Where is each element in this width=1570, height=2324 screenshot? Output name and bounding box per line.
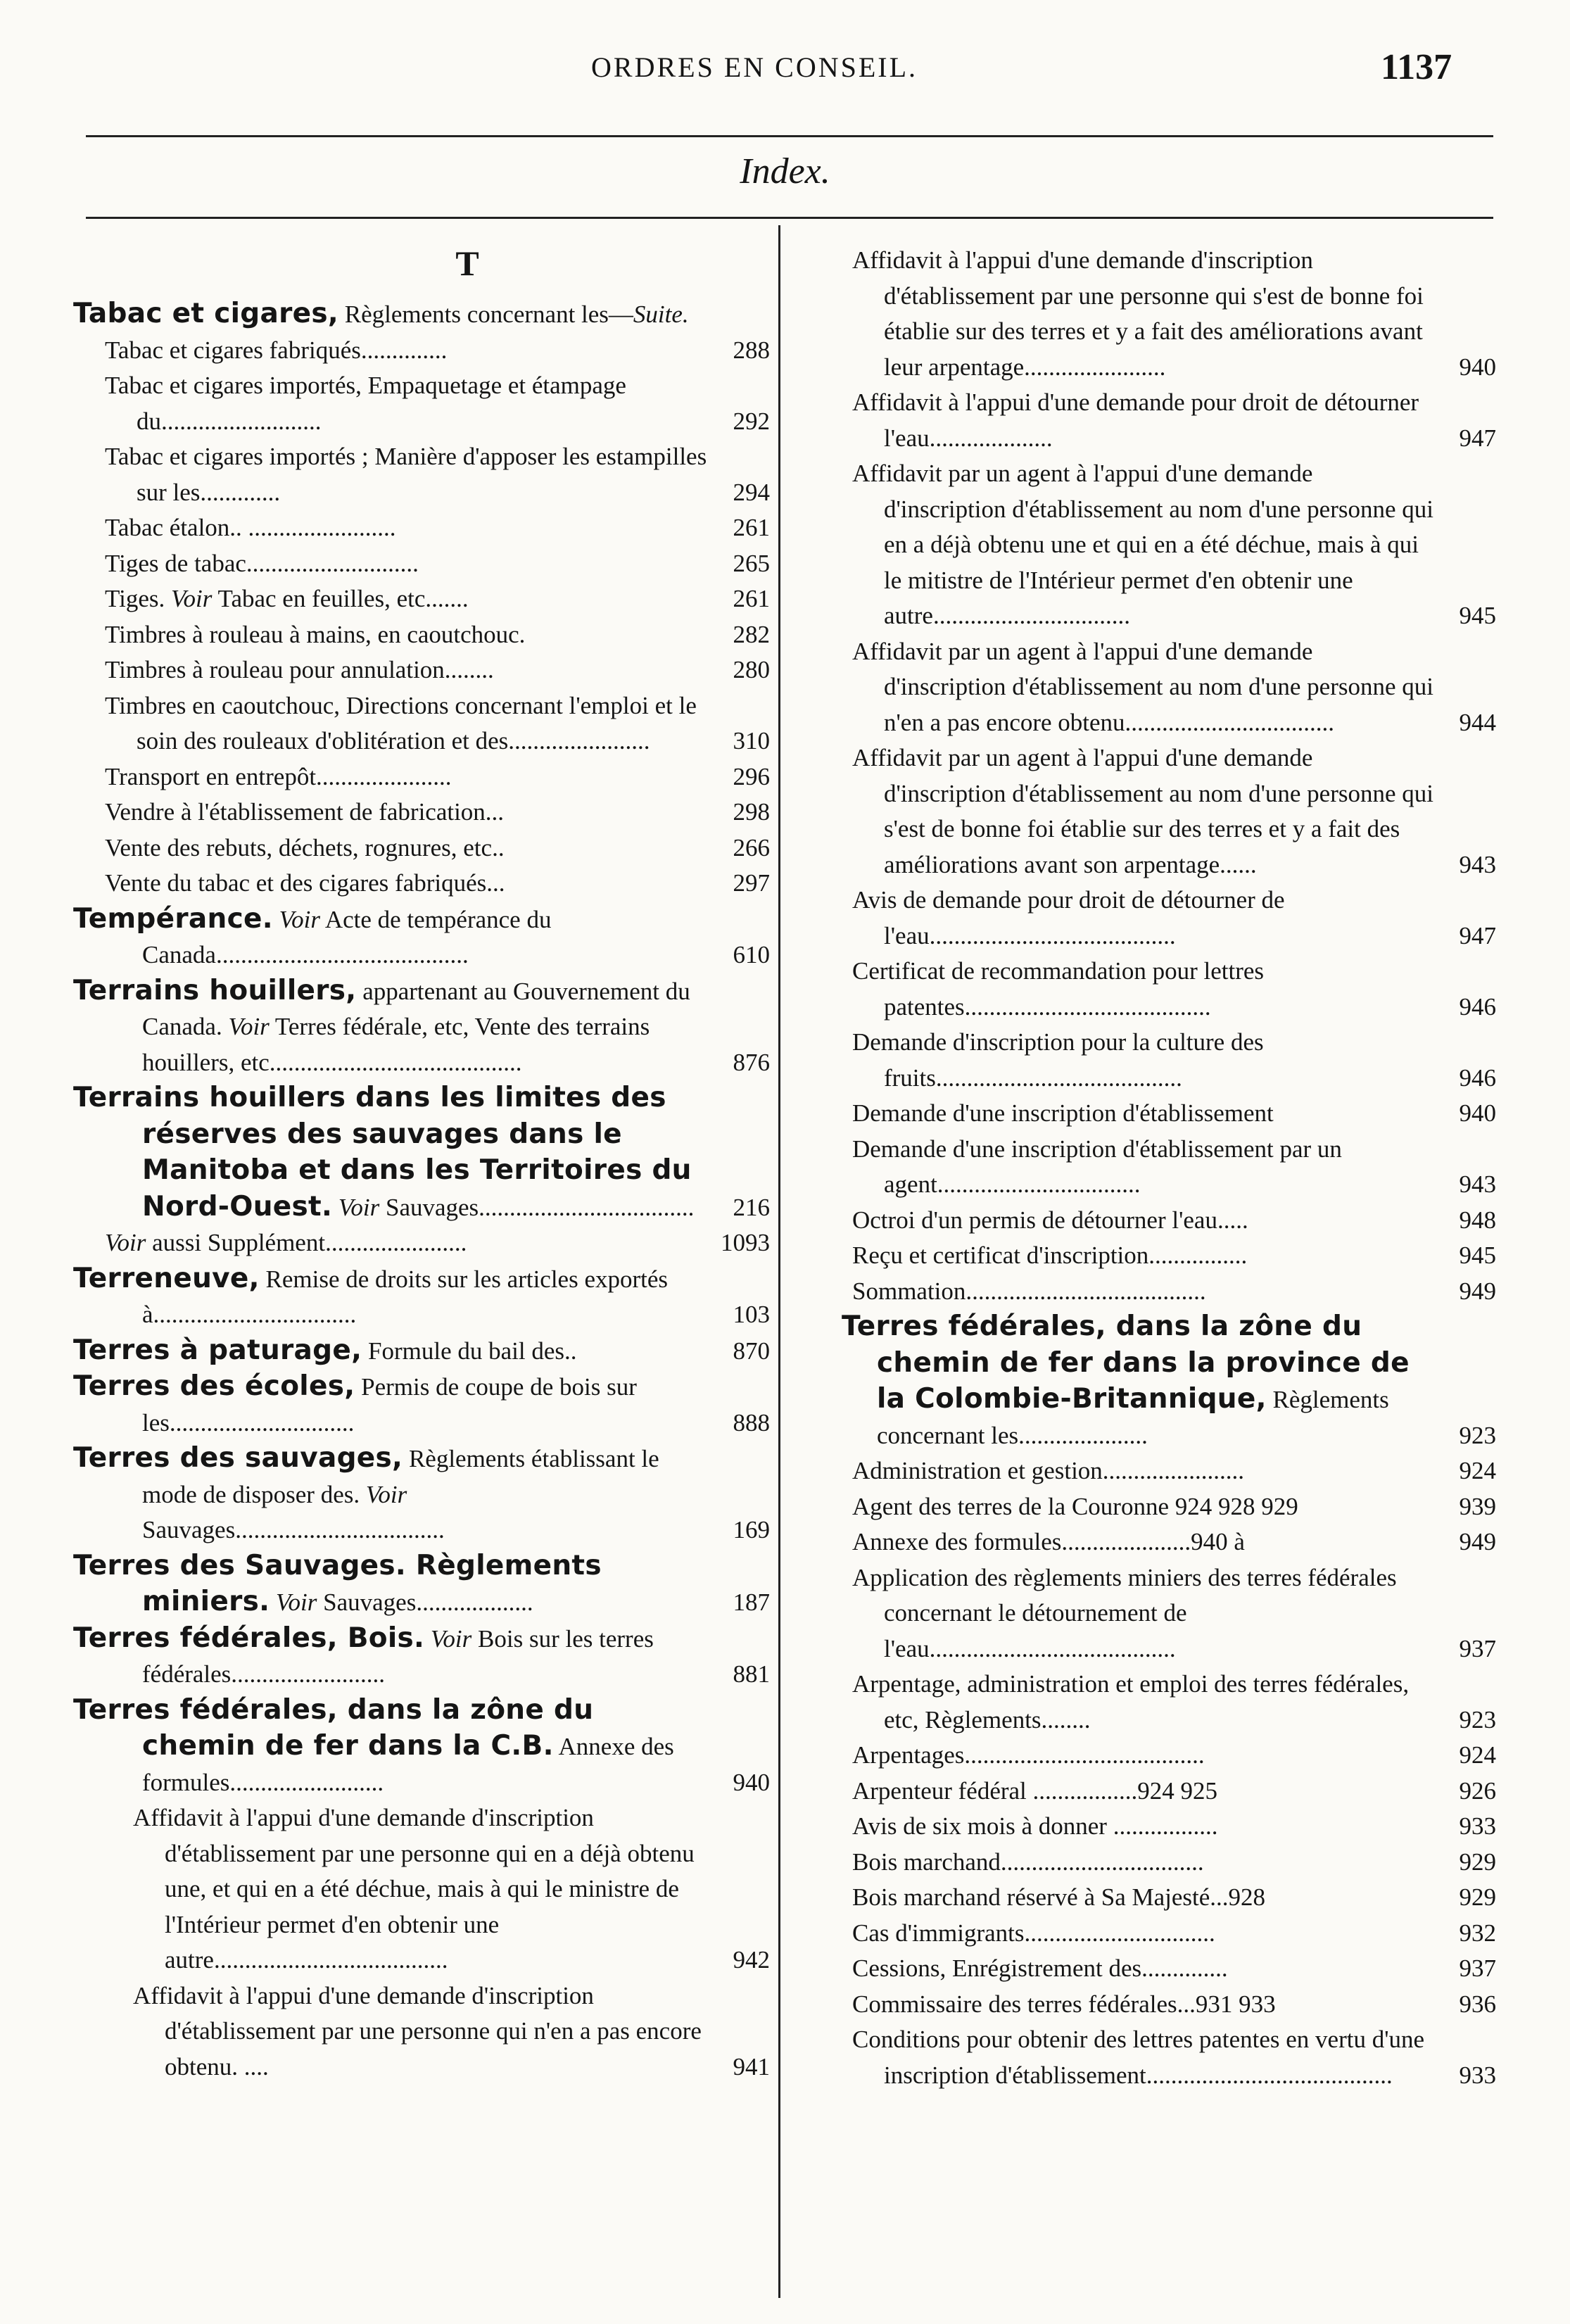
page-ref: 924 <box>1459 1741 1496 1769</box>
page-ref: 937 <box>1459 1634 1496 1662</box>
entry-headword: Terres des sauvages, <box>73 1442 403 1474</box>
page-ref: 923 <box>1459 1705 1496 1733</box>
index-heading-entry <box>73 1441 770 1548</box>
index-entry <box>842 385 1496 456</box>
page-ref: 933 <box>1459 2061 1496 2089</box>
page-ref: 261 <box>733 585 770 612</box>
entry-text: Avis de six mois à donner ................. <box>852 1812 1218 1840</box>
entry-headword: Terrains houillers dans les limites des réserves des sauvages dans le Manitoba et dans les Territoires du Nord-Ouest. <box>73 1082 692 1223</box>
page-ref: 282 <box>733 620 770 648</box>
page-ref: 945 <box>1459 1242 1496 1269</box>
entry-italic: Voir <box>171 585 213 612</box>
entry-headword: Tabac et cigares, <box>73 298 339 329</box>
index-entry <box>842 1274 1496 1310</box>
page-ref: 876 <box>733 1048 770 1076</box>
entry-text: Affidavit par un agent à l'appui d'une demande d'inscription d'établissement au nom d'une personne qui en a déjà obtenu une et qui en a été déchue, mais à qui le mitistre de l'Intérieur permet d'en obtenir une autre................................ <box>852 460 1433 629</box>
entry-text: Affidavit à l'appui d'une demande pour droit de détourner l'eau.................... <box>852 389 1419 452</box>
page-ref: 929 <box>1459 1848 1496 1876</box>
index-heading-entry <box>73 1693 770 1801</box>
page-ref: 888 <box>733 1408 770 1436</box>
entry-text: Sommation....................................... <box>852 1277 1206 1305</box>
entry-text: Arpentage, administration et emploi des terres fédérales, etc, Règlements........ <box>852 1670 1410 1733</box>
page-ref: 288 <box>733 336 770 364</box>
page-ref: 881 <box>733 1660 770 1688</box>
index-entry <box>73 866 770 902</box>
entry-text: Arpenteur fédéral .................924 925 <box>852 1776 1218 1805</box>
index-entry <box>73 831 770 866</box>
entry-headword: Terres des Sauvages. Règlements miniers. <box>73 1549 602 1617</box>
column-divider <box>778 225 780 2298</box>
entry-headword: Terreneuve, <box>73 1262 260 1294</box>
entry-headword: Tempérance. <box>73 902 273 935</box>
index-entry <box>842 1951 1496 1987</box>
entry-text: Remise de droits sur les articles exportés à................................. <box>142 1265 669 1328</box>
index-entry <box>73 688 770 759</box>
page-ref: 932 <box>1459 1919 1496 1947</box>
entry-text-cont: Bois sur les terres fédérales......................... <box>142 1624 654 1688</box>
index-entry <box>842 456 1496 634</box>
index-entry <box>73 368 770 439</box>
page-ref: 933 <box>1459 1812 1496 1840</box>
entry-text-cont: Sauvages.................................. <box>142 1516 445 1543</box>
entry-headword: Terres fédérales, Bois. <box>73 1622 425 1654</box>
entry-text: Tabac et cigares importés, Empaquetage et étampage du.......................... <box>105 372 626 435</box>
entry-text: Commissaire des terres fédérales...931 933 <box>852 1990 1276 2018</box>
right-column <box>842 243 1496 2093</box>
index-heading-entry <box>73 1261 770 1333</box>
page-ref: 292 <box>733 407 770 435</box>
page-ref: 945 <box>1459 602 1496 629</box>
entry-text <box>424 1625 431 1653</box>
entry-text: Affidavit par un agent à l'appui d'une demande d'inscription d'établissement au nom d'une personne qui n'en a pas encore obtenu.................................. <box>852 637 1433 736</box>
index-heading-entry <box>73 1548 770 1621</box>
entry-text: Affidavit par un agent à l'appui d'une demande d'inscription d'établissement au nom d'une personne qui s'est de bonne foi établie sur des terres et y a fait des améliorations avant son arpentage...... <box>852 744 1433 878</box>
entry-text: Formule du bail des.. <box>362 1337 577 1365</box>
page-ref: 947 <box>1459 424 1496 452</box>
index-heading-entry <box>73 1080 770 1225</box>
entry-text: Tabac étalon.. ........................ <box>105 514 396 541</box>
section-letter: T <box>455 244 479 283</box>
page-ref: 936 <box>1459 1990 1496 2018</box>
entry-italic: Voir <box>338 1193 380 1221</box>
page-ref: 946 <box>1459 1063 1496 1092</box>
index-title: Index. <box>740 151 830 191</box>
entry-text: Affidavit à l'appui d'une demande d'inscription d'établissement par une personne qui n'en a pas encore obtenu. .... <box>133 1981 702 2080</box>
index-entry <box>842 1738 1496 1774</box>
page-ref: 296 <box>733 762 770 790</box>
entry-text: Bois marchand réservé à Sa Majesté...928 <box>852 1883 1266 1911</box>
running-title: ORDRES EN CONSEIL. <box>591 51 918 83</box>
index-entry <box>842 1880 1496 1916</box>
index-entry <box>842 1096 1496 1132</box>
entry-text: Reçu et certificat d'inscription................ <box>852 1242 1248 1269</box>
index-heading-entry <box>842 1309 1496 1453</box>
index-entry <box>842 1489 1496 1525</box>
index-entry <box>73 1978 770 2085</box>
entry-text-cont: Acte de tempérance du Canada......................................... <box>142 905 552 968</box>
entry-text: Cas d'immigrants............................... <box>852 1919 1215 1947</box>
index-entry <box>842 243 1496 385</box>
entry-text: Vendre à l'établissement de fabrication... <box>105 798 505 826</box>
index-heading-entry <box>73 1369 770 1441</box>
index-entry <box>842 1774 1496 1810</box>
entry-text: Affidavit à l'appui d'une demande d'inscription d'établissement par une personne qui s'est de bonne foi établie sur des terres et y a fait des améliorations avant leur arpentage....................... <box>852 246 1424 381</box>
entry-text <box>273 906 279 933</box>
page-ref: 924 <box>1459 1457 1496 1484</box>
index-entry <box>73 1800 770 1978</box>
index-entry <box>842 740 1496 883</box>
page-ref: 940 <box>1459 353 1496 381</box>
page-ref: 939 <box>1459 1492 1496 1520</box>
index-entry <box>73 1225 770 1261</box>
page-ref: 297 <box>733 869 770 897</box>
page-ref: 942 <box>733 1946 770 1973</box>
page-ref: 870 <box>733 1337 770 1365</box>
index-entry <box>73 795 770 831</box>
index-heading-entry <box>73 1333 770 1370</box>
entry-text: Tiges de tabac............................ <box>105 549 419 577</box>
index-entry <box>842 634 1496 741</box>
title-rule <box>86 217 1493 219</box>
page-ref: 103 <box>733 1301 770 1328</box>
entry-text: Demande d'une inscription d'établissement par un agent................................. <box>852 1135 1342 1198</box>
page-ref: 943 <box>1459 1170 1496 1198</box>
index-entry <box>842 1809 1496 1845</box>
entry-text <box>270 1589 276 1616</box>
entry-headword: Terres fédérales, dans la zône du chemin de fer dans la province de la Colombie-Britannique, <box>842 1311 1410 1415</box>
page-ref: 1093 <box>721 1229 770 1256</box>
entry-text: Permis de coupe de bois sur les.............................. <box>142 1373 637 1436</box>
page-ref: 261 <box>733 514 770 541</box>
page-ref: 294 <box>733 478 770 506</box>
index-entry <box>842 1453 1496 1489</box>
index-entry <box>73 617 770 653</box>
index-entry <box>842 1203 1496 1239</box>
page-ref: 937 <box>1459 1954 1496 1982</box>
entry-text: Timbres à rouleau pour annulation........ <box>105 656 494 683</box>
index-entry <box>842 1238 1496 1274</box>
page-ref: 265 <box>733 549 770 577</box>
page-ref: 926 <box>1459 1776 1496 1805</box>
entry-text: Application des règlements miniers des terres fédérales concernant le détournement de l'eau........................................ <box>852 1563 1397 1662</box>
entry-text-cont: Sauvages................... <box>317 1589 533 1616</box>
index-entry <box>842 1667 1496 1738</box>
entry-text-cont: Sauvages................................... <box>379 1193 695 1221</box>
index-entry <box>73 439 770 510</box>
page-ref: 280 <box>733 656 770 683</box>
page-ref: 946 <box>1459 992 1496 1021</box>
index-entry <box>842 2022 1496 2093</box>
entry-text: Agent des terres de la Couronne 924 928 929 <box>852 1492 1298 1520</box>
entry-text-cont: aussi Supplément....................... <box>146 1229 467 1256</box>
index-heading-entry <box>73 902 770 973</box>
index-entry <box>73 759 770 795</box>
index-entry <box>842 1524 1496 1560</box>
page-ref: 949 <box>1459 1528 1496 1555</box>
entry-text: Tiges. <box>105 585 172 612</box>
entry-italic: Voir <box>279 905 320 933</box>
entry-italic: Suite. <box>633 301 689 328</box>
index-entry <box>842 1560 1496 1667</box>
entry-text: Timbres en caoutchouc, Directions concernant l'emploi et le soin des rouleaux d'oblitération et des....................... <box>105 691 697 754</box>
page-ref: 947 <box>1459 921 1496 949</box>
entry-text: Vente du tabac et des cigares fabriqués... <box>105 869 505 897</box>
index-entry <box>73 510 770 546</box>
page-ref: 949 <box>1459 1277 1496 1305</box>
entry-italic: Voir <box>365 1480 407 1508</box>
entry-text: Avis de demande pour droit de détourner de l'eau........................................ <box>852 886 1285 949</box>
index-entry <box>842 1845 1496 1881</box>
page-ref: 610 <box>733 941 770 968</box>
entry-text-cont: Tabac en feuilles, etc....... <box>212 585 469 612</box>
entry-text: Règlements établissant le mode de disposer des. <box>142 1445 659 1508</box>
entry-text: Annexe des formules......................... <box>142 1733 674 1796</box>
page-number: 1137 <box>1381 47 1452 87</box>
page-ref: 298 <box>733 798 770 826</box>
index-entry <box>842 954 1496 1025</box>
left-column <box>73 243 770 2085</box>
entry-text: Administration et gestion....................... <box>852 1457 1245 1484</box>
entry-text: Tabac et cigares importés ; Manière d'apposer les estampilles sur les............. <box>105 443 707 506</box>
page-ref: 944 <box>1459 708 1496 736</box>
page-ref: 216 <box>733 1193 770 1221</box>
entry-text-cont: Terres fédérale, etc, Vente des terrains houillers, etc......................................... <box>142 1013 650 1076</box>
entry-text: Règlements concernant les..................... <box>877 1386 1389 1449</box>
index-heading-entry <box>73 1621 770 1693</box>
entry-text: Transport en entrepôt...................... <box>105 762 452 790</box>
page-ref: 266 <box>733 833 770 861</box>
page-ref: 923 <box>1459 1421 1496 1449</box>
index-entry <box>842 1025 1496 1096</box>
entry-text: Demande d'une inscription d'établissement <box>852 1099 1274 1127</box>
page-ref: 310 <box>733 727 770 754</box>
index-entry <box>842 1916 1496 1952</box>
entry-text: Bois marchand................................. <box>852 1848 1204 1876</box>
entry-headword: Terres fédérales, dans la zône du chemin de fer dans la C.B. <box>73 1693 594 1762</box>
entry-text: Vente des rebuts, déchets, rognures, etc.. <box>105 833 505 861</box>
top-rule <box>86 135 1493 137</box>
index-entry <box>73 333 770 369</box>
entry-text: Tabac et cigares fabriqués.............. <box>105 336 448 364</box>
index-heading-entry <box>73 973 770 1081</box>
index-entry <box>842 1132 1496 1203</box>
entry-italic: Voir <box>228 1013 270 1040</box>
index-entry <box>842 883 1496 954</box>
running-head <box>0 47 1570 93</box>
page-ref: 169 <box>733 1516 770 1543</box>
index-heading-entry <box>73 296 770 333</box>
page-ref: 948 <box>1459 1206 1496 1234</box>
entry-italic: Voir <box>276 1589 317 1616</box>
entry-text: Timbres à rouleau à mains, en caoutchouc. <box>105 620 526 648</box>
index-entry <box>73 546 770 582</box>
index-entry <box>842 1987 1496 2023</box>
entry-text: Arpentages....................................... <box>852 1741 1205 1769</box>
index-entry <box>73 652 770 688</box>
entry-text: Annexe des formules.....................940 à <box>852 1528 1245 1555</box>
entry-headword: Terres des écoles, <box>73 1370 355 1402</box>
entry-headword: Terres à paturage, <box>73 1334 362 1366</box>
entry-italic: Voir <box>430 1624 472 1653</box>
page-ref: 943 <box>1459 850 1496 878</box>
entry-text: appartenant au Gouvernement du Canada. <box>142 977 690 1040</box>
entry-text <box>332 1194 338 1221</box>
page-ref: 941 <box>733 2052 770 2080</box>
page-ref: 187 <box>733 1589 770 1616</box>
entry-text: Conditions pour obtenir des lettres patentes en vertu d'une inscription d'établissement........................................ <box>852 2026 1425 2089</box>
entry-headword: Terrains houillers, <box>73 974 357 1006</box>
entry-text: Cessions, Enrégistrement des.............. <box>852 1954 1228 1982</box>
page-ref: 940 <box>733 1768 770 1796</box>
entry-text: Affidavit à l'appui d'une demande d'inscription d'établissement par une personne qui en a déjà obtenu une, et qui en a été déchue, mais à qui le ministre de l'Intérieur permet d'en obtenir une autre...................................... <box>133 1804 695 1973</box>
entry-text: Demande d'inscription pour la culture des fruits........................................ <box>852 1028 1264 1092</box>
entry-text: Certificat de recommandation pour lettres patentes........................................ <box>852 957 1265 1021</box>
index-entry <box>73 581 770 617</box>
page-ref: 940 <box>1459 1099 1496 1127</box>
page-ref: 929 <box>1459 1883 1496 1911</box>
entry-italic: Voir <box>105 1229 146 1256</box>
entry-text: Octroi d'un permis de détourner l'eau..... <box>852 1206 1248 1234</box>
entry-text: Règlements concernant les— <box>338 301 633 328</box>
